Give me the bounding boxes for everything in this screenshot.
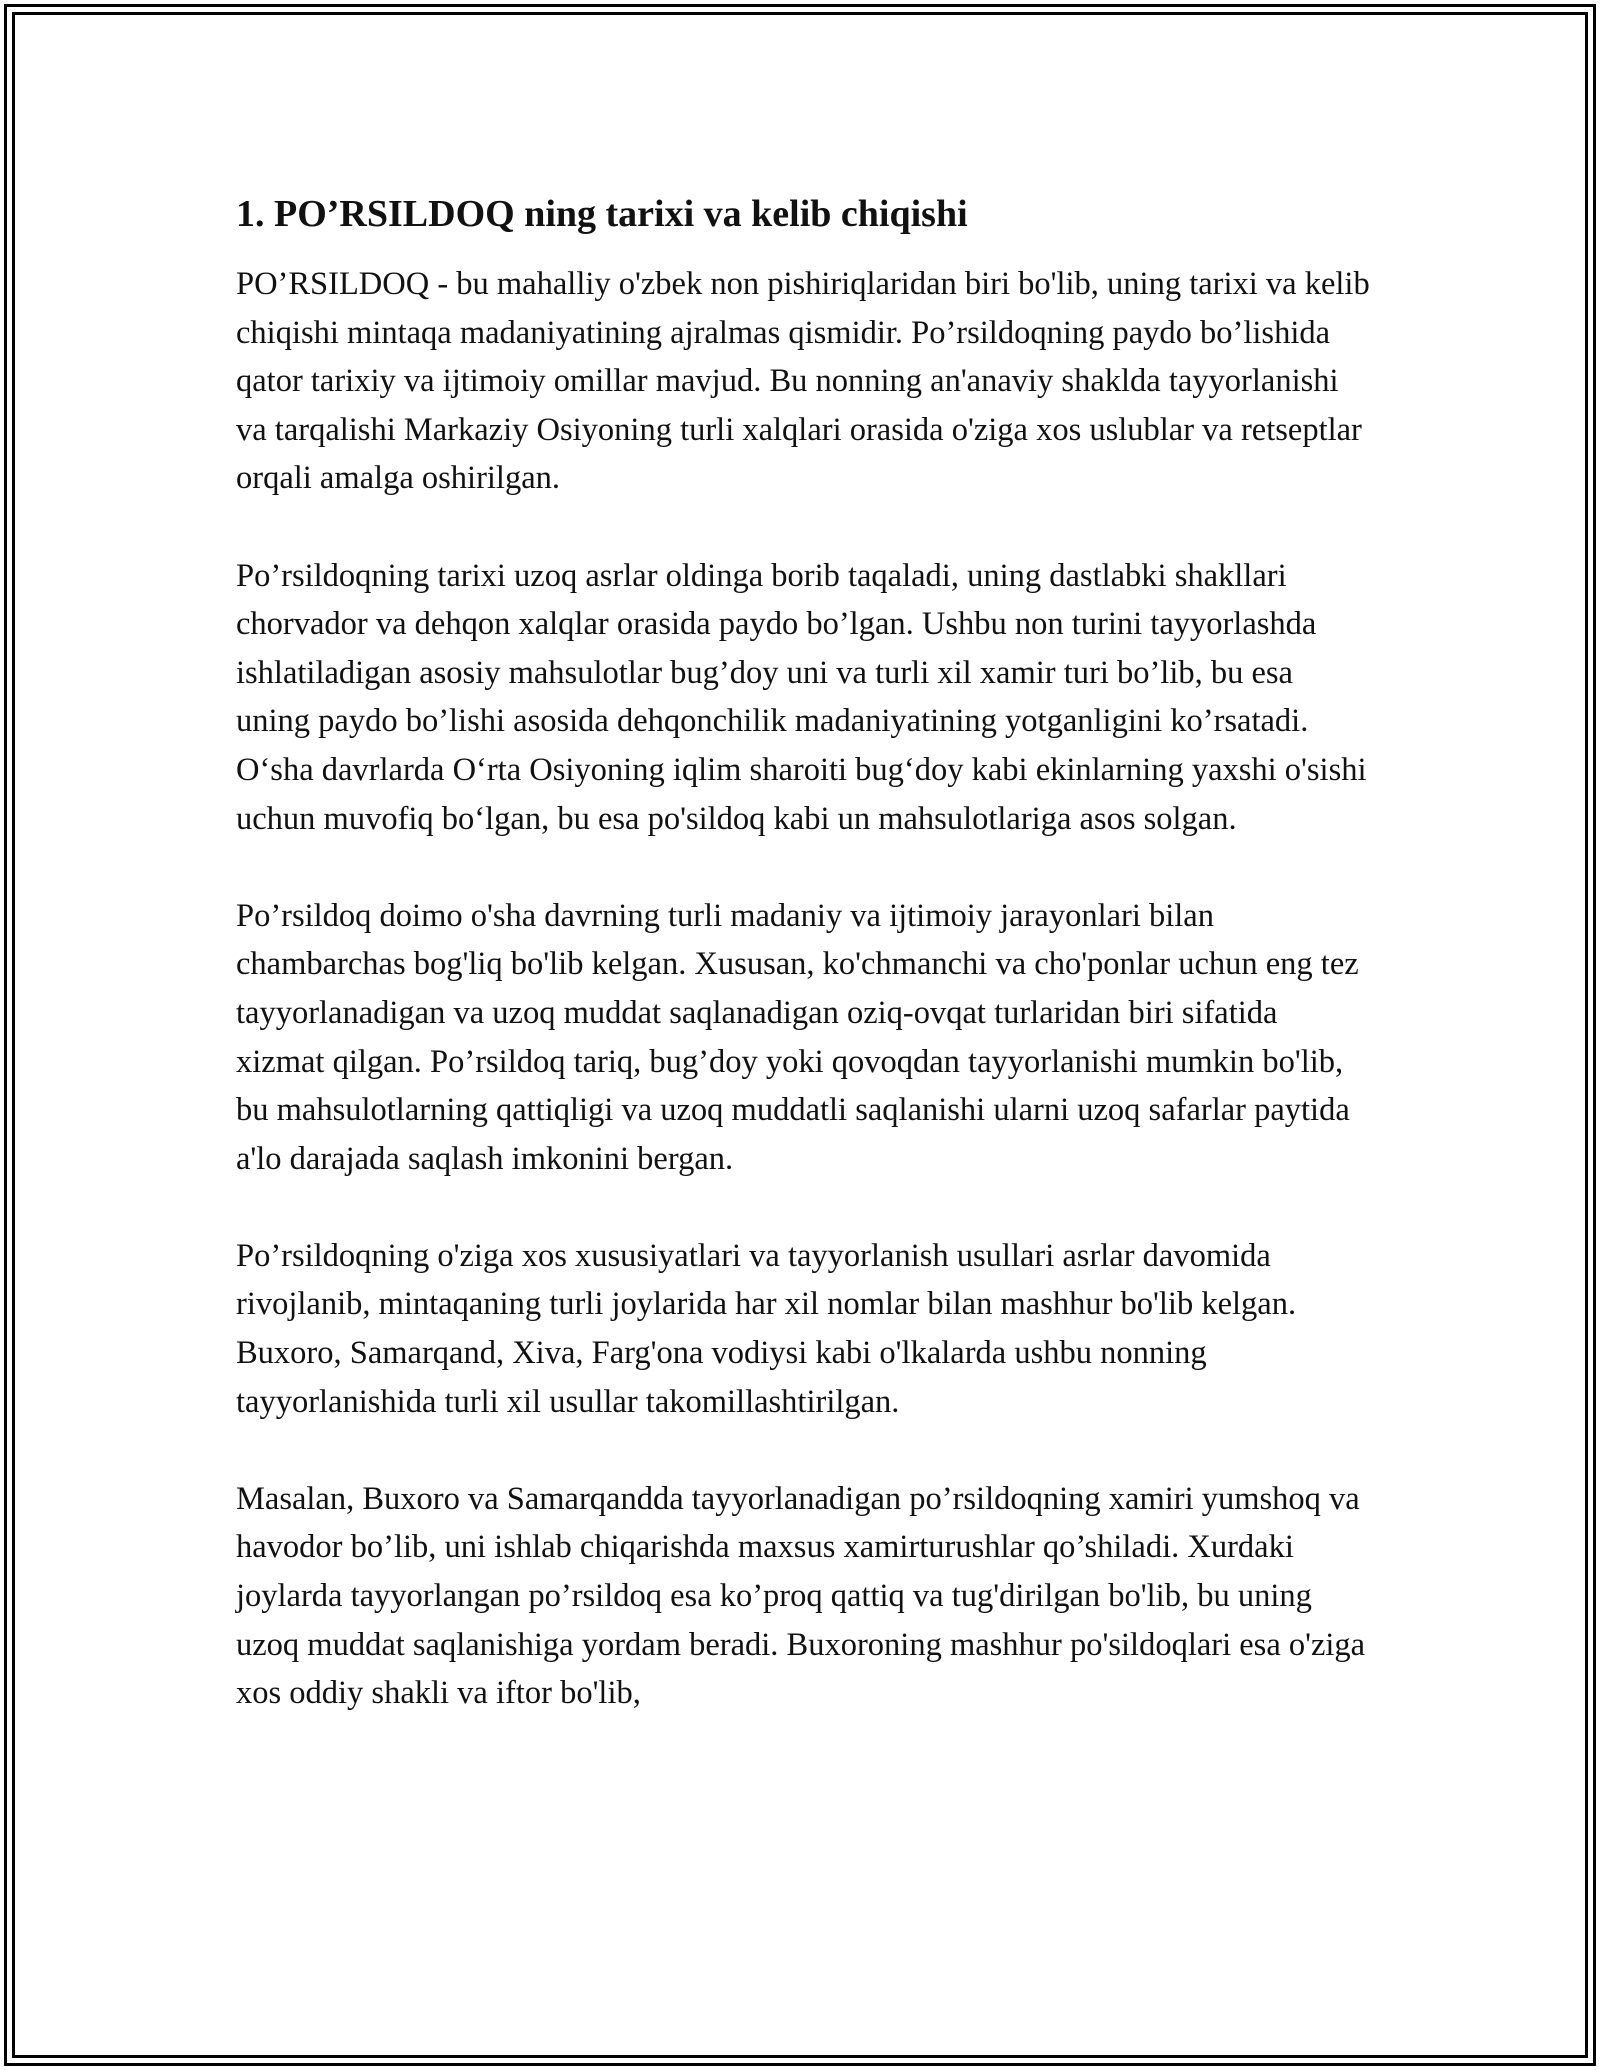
paragraph-3: Po’rsildoq doimo o'sha davrning turli madaniy va ijtimoiy jarayonlari bilan chambarchas bog'liq bo'lib kelgan. Xususan, ko'chmanchi va cho'ponlar uchun eng tez tayyorlanadigan va uzoq muddat saqlanadigan oziq-ovqat turlaridan biri sifatida xizmat qilgan. Po’rsildoq tariq, bug’doy yoki qovoqdan tayyorlanishi mumkin bo'lib, bu mahsulotlarning qattiqligi va uzoq muddatli saqlanishi ularni uzoq safarlar paytida a'lo darajada saqlash imkonini bergan. [236,897,1359,1177]
paragraph-4: Po’rsildoqning o'ziga xos xususiyatlari va tayyorlanish usullari asrlar davomida rivojlanib, mintaqaning turli joylarida har xil nomlar bilan mashhur bo'lib kelgan. Buxoro, Samarqand, Xiva, Farg'ona vodiysi kabi o'lkalarda ushbu nonning tayyorlanishida turli xil usullar takomillashtirilgan. [236,1237,1297,1420]
section-heading: 1. PO’RSILDOQ ning tarixi va kelib chiqishi [236,193,968,235]
paragraph-2: Po’rsildoqning tarixi uzoq asrlar oldinga borib taqaladi, uning dastlabki shakllari chorvador va dehqon xalqlar orasida paydo bo’lgan. Ushbu non turini tayyorlashda ishlatiladigan asosiy mahsulotlar bug’doy uni va turli xil xamir turi bo’lib, bu esa uning paydo bo’lishi asosida dehqonchilik madaniyatining yotganligini ko’rsatadi. O‘sha davrlarda O‘rta Osiyoning iqlim sharoiti bug‘doy kabi ekinlarning yaxshi o'sishi uchun muvofiq bo‘lgan, bu esa po'sildoq kabi un mahsulotlariga asos solgan. [236,557,1367,837]
paragraph-5: Masalan, Buxoro va Samarqandda tayyorlanadigan po’rsildoqning xamiri yumshoq va havodor bo’lib, uni ishlab chiqarishda maxsus xamirturushlar qo’shiladi. Xurdaki joylarda tayyorlangan po’rsildoq esa ko’proq qattiq va tug'dirilgan bo'lib, bu uning uzoq muddat saqlanishiga yordam beradi. Buxoroning mashhur po'sildoqlari esa o'ziga xos oddiy shakli va iftor bo'lib, [236,1480,1366,1712]
paragraph-1: PO’RSILDOQ - bu mahalliy o'zbek non pishiriqlaridan biri bo'lib, uning tarixi va kelib chiqishi mintaqa madaniyatining ajralmas qismidir. Po’rsildoqning paydo bo’lishida qator tarixiy va ijtimoiy omillar mavjud. Bu nonning an'anaviy shaklda tayyorlanishi va tarqalishi Markaziy Osiyoning turli xalqlari orasida o'ziga xos uslublar va retseptlar orqali amalga oshirilgan. [236,266,1370,497]
document-body [236,186,1370,1718]
